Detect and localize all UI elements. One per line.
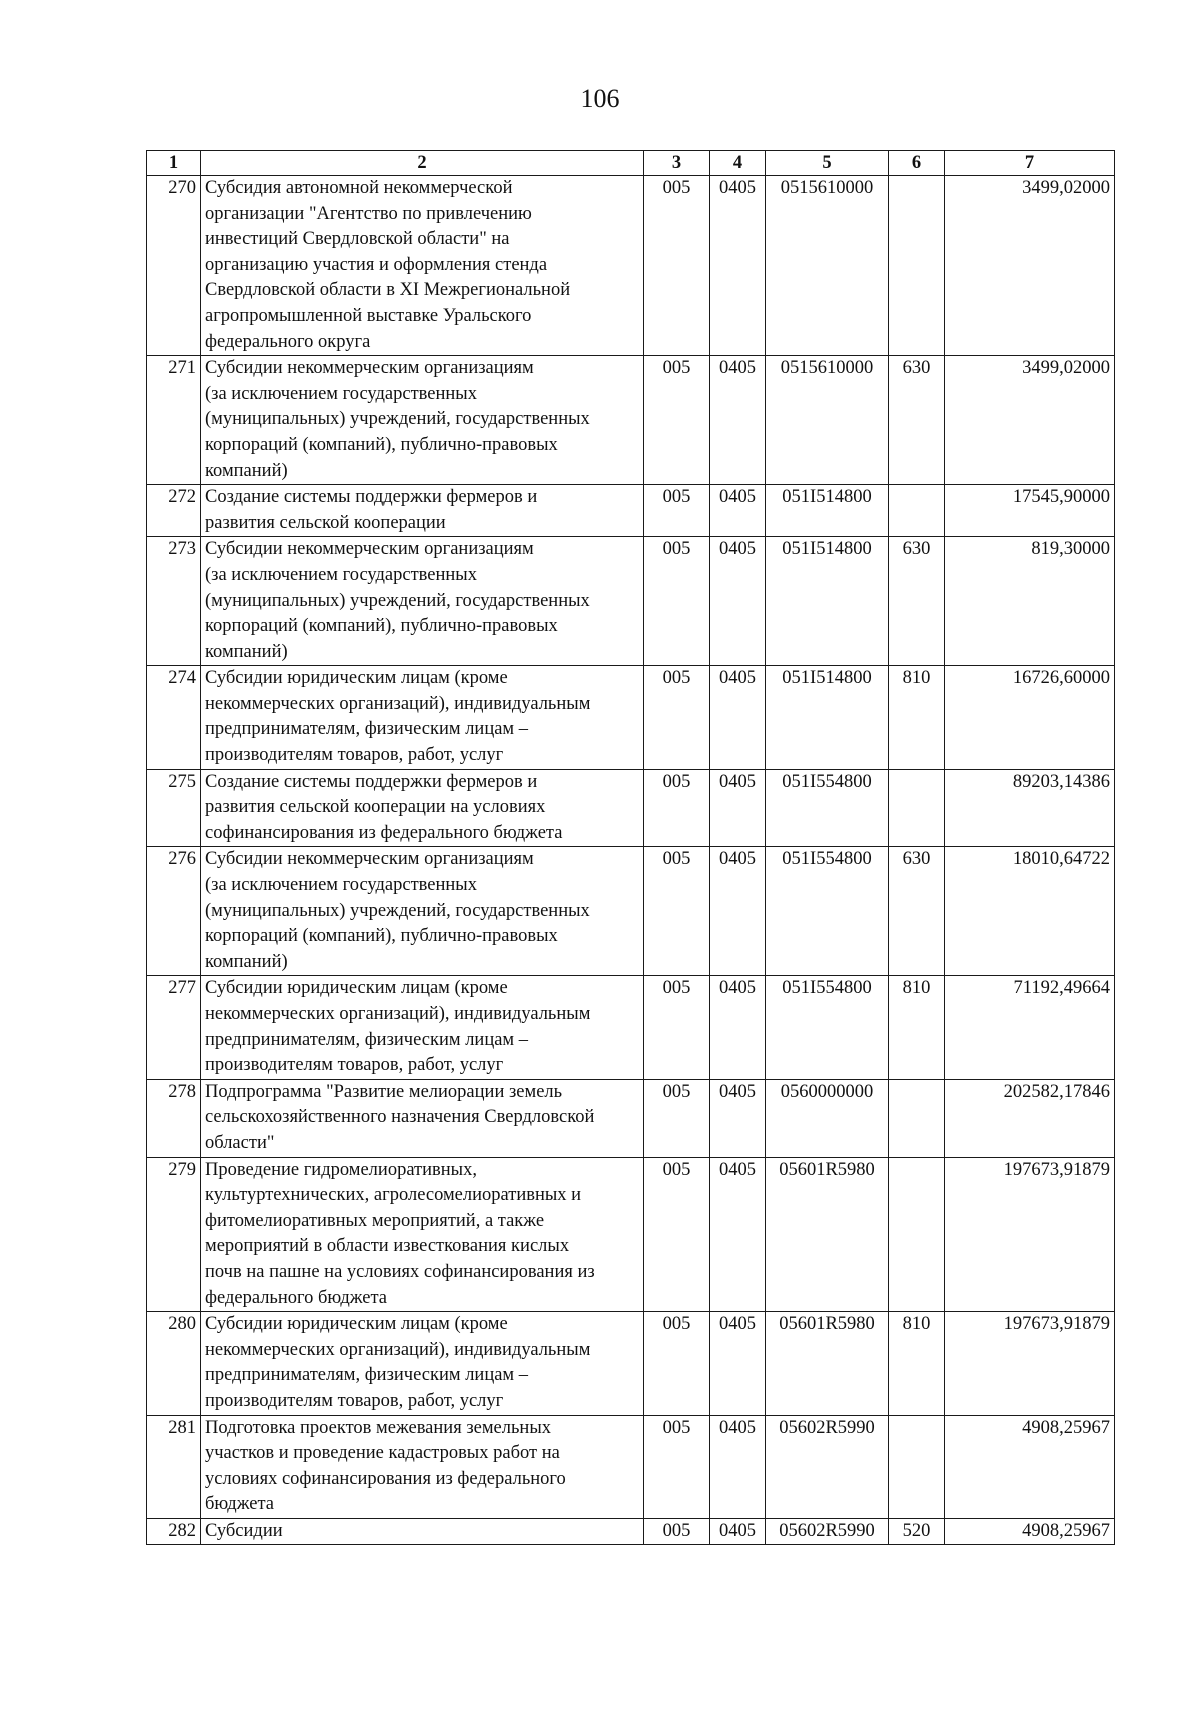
expense-type-code: 810 bbox=[889, 976, 945, 1079]
table-row bbox=[147, 976, 1115, 1079]
description-line: производителям товаров, работ, услуг bbox=[205, 745, 504, 766]
ministry-code: 005 bbox=[644, 847, 710, 976]
target-article-code: 051I554800 bbox=[766, 847, 889, 976]
amount: 3499,02000 bbox=[945, 356, 1115, 485]
ministry-code: 005 bbox=[644, 537, 710, 666]
description-line: области" bbox=[205, 1132, 275, 1153]
row-number: 276 bbox=[147, 847, 201, 976]
table-row bbox=[147, 356, 1115, 485]
expense-type-code bbox=[889, 176, 945, 356]
budget-table bbox=[146, 150, 1115, 1545]
amount: 202582,17846 bbox=[945, 1079, 1115, 1157]
target-article-code: 0515610000 bbox=[766, 176, 889, 356]
target-article-code: 05602R5990 bbox=[766, 1518, 889, 1545]
row-number: 272 bbox=[147, 485, 201, 537]
expense-type-code bbox=[889, 1415, 945, 1518]
expense-type-code: 630 bbox=[889, 847, 945, 976]
row-number: 278 bbox=[147, 1079, 201, 1157]
description-line: развития сельской кооперации на условиях bbox=[205, 797, 546, 818]
row-number: 280 bbox=[147, 1312, 201, 1415]
amount: 197673,91879 bbox=[945, 1157, 1115, 1312]
description-line: софинансирования из федерального бюджета bbox=[205, 822, 563, 843]
ministry-code: 005 bbox=[644, 976, 710, 1079]
ministry-code: 005 bbox=[644, 1312, 710, 1415]
description-line: компаний) bbox=[205, 951, 288, 972]
ministry-code: 005 bbox=[644, 176, 710, 356]
target-article-code: 0515610000 bbox=[766, 356, 889, 485]
description-line: предпринимателям, физическим лицам – bbox=[205, 1365, 529, 1386]
description-line: (за исключением государственных bbox=[205, 564, 477, 585]
description-line: развития сельской кооперации bbox=[205, 512, 446, 533]
amount: 71192,49664 bbox=[945, 976, 1115, 1079]
row-description bbox=[201, 1415, 644, 1518]
description-line: (за исключением государственных bbox=[205, 383, 477, 404]
description-line: некоммерческих организаций), индивидуальным bbox=[205, 1339, 591, 1360]
table-row bbox=[147, 847, 1115, 976]
amount: 4908,25967 bbox=[945, 1518, 1115, 1545]
section-code: 0405 bbox=[710, 1518, 766, 1545]
target-article-code: 051I514800 bbox=[766, 666, 889, 769]
section-code: 0405 bbox=[710, 1157, 766, 1312]
row-number: 273 bbox=[147, 537, 201, 666]
description-line: Подпрограмма "Развитие мелиорации земель bbox=[205, 1081, 563, 1102]
table-row bbox=[147, 666, 1115, 769]
section-code: 0405 bbox=[710, 976, 766, 1079]
section-code: 0405 bbox=[710, 666, 766, 769]
expense-type-code bbox=[889, 485, 945, 537]
section-code: 0405 bbox=[710, 1415, 766, 1518]
column-header-3: 3 bbox=[644, 151, 710, 176]
row-number: 282 bbox=[147, 1518, 201, 1545]
page-number: 106 bbox=[580, 84, 620, 113]
description-line: Создание системы поддержки фермеров и bbox=[205, 771, 538, 792]
description-line: Субсидии некоммерческим организациям bbox=[205, 358, 534, 379]
description-line: корпораций (компаний), публично-правовых bbox=[205, 616, 558, 637]
expense-type-code: 520 bbox=[889, 1518, 945, 1545]
amount: 4908,25967 bbox=[945, 1415, 1115, 1518]
description-line: предпринимателям, физическим лицам – bbox=[205, 719, 529, 740]
expense-type-code: 810 bbox=[889, 666, 945, 769]
description-line: Субсидии юридическим лицам (кроме bbox=[205, 668, 508, 689]
table-body bbox=[147, 176, 1115, 1545]
description-line: федерального округа bbox=[205, 331, 371, 352]
description-line: Свердловской области в XI Межрегиональной bbox=[205, 280, 571, 301]
description-line: инвестиций Свердловской области" на bbox=[205, 229, 510, 250]
table-header-row bbox=[147, 151, 1115, 176]
table-row bbox=[147, 485, 1115, 537]
row-description bbox=[201, 1518, 644, 1545]
section-code: 0405 bbox=[710, 1312, 766, 1415]
table-row bbox=[147, 1079, 1115, 1157]
row-description bbox=[201, 847, 644, 976]
description-line: участков и проведение кадастровых работ на bbox=[205, 1443, 560, 1464]
target-article-code: 0560000000 bbox=[766, 1079, 889, 1157]
section-code: 0405 bbox=[710, 176, 766, 356]
amount: 17545,90000 bbox=[945, 485, 1115, 537]
description-line: компаний) bbox=[205, 641, 288, 662]
description-line: сельскохозяйственного назначения Свердловской bbox=[205, 1107, 595, 1128]
column-header-5: 5 bbox=[766, 151, 889, 176]
section-code: 0405 bbox=[710, 769, 766, 847]
row-number: 270 bbox=[147, 176, 201, 356]
expense-type-code bbox=[889, 1157, 945, 1312]
table-row bbox=[147, 176, 1115, 356]
row-description bbox=[201, 666, 644, 769]
row-description bbox=[201, 1312, 644, 1415]
section-code: 0405 bbox=[710, 1079, 766, 1157]
row-number: 279 bbox=[147, 1157, 201, 1312]
description-line: Создание системы поддержки фермеров и bbox=[205, 487, 538, 508]
column-header-1: 1 bbox=[147, 151, 201, 176]
amount: 197673,91879 bbox=[945, 1312, 1115, 1415]
description-line: компаний) bbox=[205, 460, 288, 481]
expense-type-code bbox=[889, 1079, 945, 1157]
description-line: фитомелиоративных мероприятий, а также bbox=[205, 1210, 545, 1231]
table-row bbox=[147, 769, 1115, 847]
description-line: (за исключением государственных bbox=[205, 875, 477, 896]
ministry-code: 005 bbox=[644, 666, 710, 769]
target-article-code: 05601R5980 bbox=[766, 1312, 889, 1415]
expense-type-code: 630 bbox=[889, 537, 945, 666]
description-line: предпринимателям, физическим лицам – bbox=[205, 1029, 529, 1050]
description-line: культуртехнических, агролесомелиоративных и bbox=[205, 1185, 582, 1206]
row-description bbox=[201, 1079, 644, 1157]
expense-type-code bbox=[889, 769, 945, 847]
ministry-code: 005 bbox=[644, 1157, 710, 1312]
section-code: 0405 bbox=[710, 847, 766, 976]
table-row bbox=[147, 1415, 1115, 1518]
column-header-7: 7 bbox=[945, 151, 1115, 176]
table-row bbox=[147, 537, 1115, 666]
row-description bbox=[201, 485, 644, 537]
description-line: Субсидии юридическим лицам (кроме bbox=[205, 1314, 508, 1335]
table-row bbox=[147, 1312, 1115, 1415]
ministry-code: 005 bbox=[644, 769, 710, 847]
amount: 16726,60000 bbox=[945, 666, 1115, 769]
row-number: 281 bbox=[147, 1415, 201, 1518]
row-number: 274 bbox=[147, 666, 201, 769]
description-line: агропромышленной выставке Уральского bbox=[205, 305, 532, 326]
description-line: (муниципальных) учреждений, государственных bbox=[205, 900, 590, 921]
ministry-code: 005 bbox=[644, 485, 710, 537]
row-description bbox=[201, 176, 644, 356]
description-line: Субсидии некоммерческим организациям bbox=[205, 849, 534, 870]
description-line: Подготовка проектов межевания земельных bbox=[205, 1417, 552, 1438]
row-number: 277 bbox=[147, 976, 201, 1079]
target-article-code: 05601R5980 bbox=[766, 1157, 889, 1312]
description-line: Проведение гидромелиоративных, bbox=[205, 1159, 477, 1180]
row-number: 275 bbox=[147, 769, 201, 847]
expense-type-code: 810 bbox=[889, 1312, 945, 1415]
amount: 18010,64722 bbox=[945, 847, 1115, 976]
row-description bbox=[201, 769, 644, 847]
section-code: 0405 bbox=[710, 485, 766, 537]
description-line: организацию участия и оформления стенда bbox=[205, 254, 548, 275]
amount: 89203,14386 bbox=[945, 769, 1115, 847]
description-line: корпораций (компаний), публично-правовых bbox=[205, 926, 558, 947]
description-line: мероприятий в области известкования кислых bbox=[205, 1236, 570, 1257]
ministry-code: 005 bbox=[644, 1079, 710, 1157]
description-line: производителям товаров, работ, услуг bbox=[205, 1390, 504, 1411]
target-article-code: 05602R5990 bbox=[766, 1415, 889, 1518]
section-code: 0405 bbox=[710, 537, 766, 666]
description-line: производителям товаров, работ, услуг bbox=[205, 1055, 504, 1076]
ministry-code: 005 bbox=[644, 1415, 710, 1518]
description-line: федерального бюджета bbox=[205, 1287, 388, 1308]
table-row bbox=[147, 1157, 1115, 1312]
row-description bbox=[201, 976, 644, 1079]
section-code: 0405 bbox=[710, 356, 766, 485]
description-line: (муниципальных) учреждений, государственных bbox=[205, 590, 590, 611]
ministry-code: 005 bbox=[644, 356, 710, 485]
description-line: некоммерческих организаций), индивидуальным bbox=[205, 693, 591, 714]
description-line: бюджета bbox=[205, 1494, 274, 1515]
description-line: организации "Агентство по привлечению bbox=[205, 203, 532, 224]
description-line: Субсидии юридическим лицам (кроме bbox=[205, 978, 508, 999]
expense-type-code: 630 bbox=[889, 356, 945, 485]
column-header-2: 2 bbox=[201, 151, 644, 176]
table-row bbox=[147, 1518, 1115, 1545]
ministry-code: 005 bbox=[644, 1518, 710, 1545]
row-number: 271 bbox=[147, 356, 201, 485]
column-header-6: 6 bbox=[889, 151, 945, 176]
target-article-code: 051I554800 bbox=[766, 769, 889, 847]
column-header-4: 4 bbox=[710, 151, 766, 176]
row-description bbox=[201, 537, 644, 666]
target-article-code: 051I554800 bbox=[766, 976, 889, 1079]
amount: 819,30000 bbox=[945, 537, 1115, 666]
amount: 3499,02000 bbox=[945, 176, 1115, 356]
description-line: (муниципальных) учреждений, государственных bbox=[205, 409, 590, 430]
row-description bbox=[201, 356, 644, 485]
description-line: Субсидия автономной некоммерческой bbox=[205, 178, 513, 198]
row-description bbox=[201, 1157, 644, 1312]
description-line: условиях софинансирования из федерального bbox=[205, 1468, 566, 1489]
description-line: почв на пашне на условиях софинансирования из bbox=[205, 1261, 595, 1282]
target-article-code: 051I514800 bbox=[766, 537, 889, 666]
target-article-code: 051I514800 bbox=[766, 485, 889, 537]
description-line: Субсидии bbox=[205, 1520, 283, 1541]
description-line: некоммерческих организаций), индивидуальным bbox=[205, 1004, 591, 1024]
description-line: корпораций (компаний), публично-правовых bbox=[205, 434, 558, 455]
description-line: Субсидии некоммерческим организациям bbox=[205, 539, 534, 560]
